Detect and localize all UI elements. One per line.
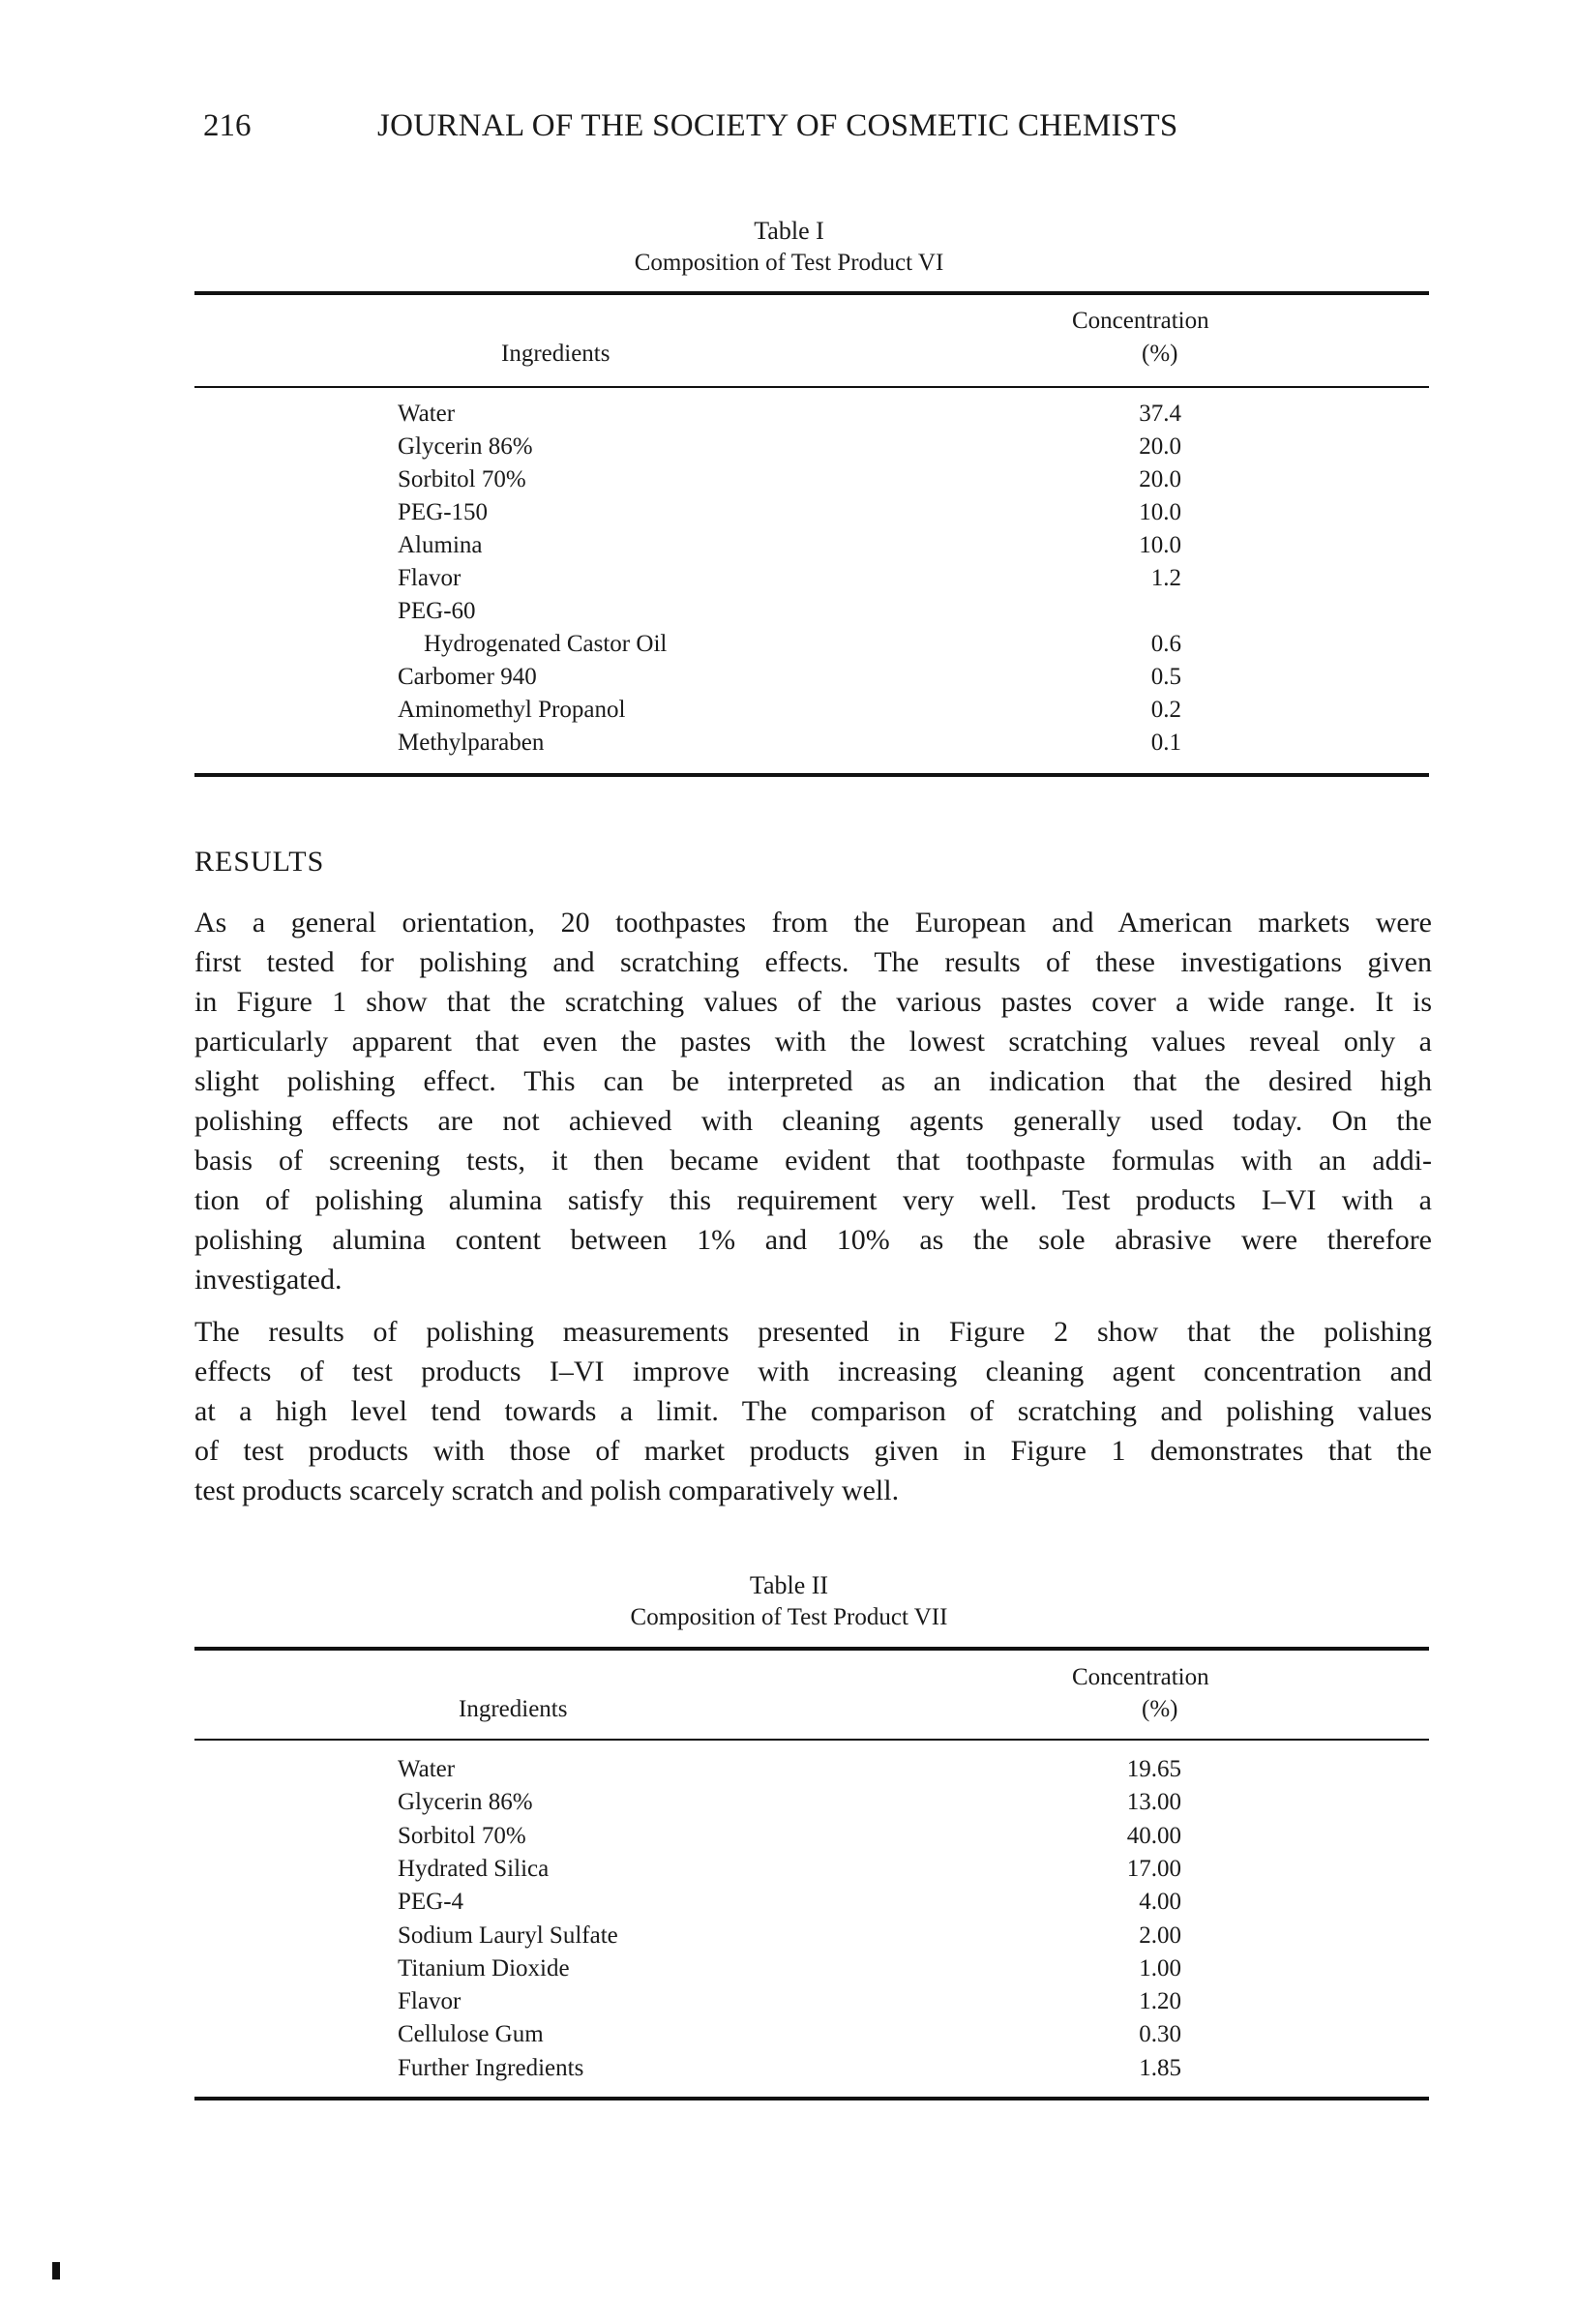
- table-row: [398, 1988, 1181, 2021]
- page-number: 216: [203, 108, 252, 143]
- ingredient-name: Carbomer 940: [398, 664, 537, 690]
- text-line: basis of screening tests, it then became evident that toothpaste formulas with an addi-: [194, 1145, 1432, 1177]
- concentration-value: 1.2: [1150, 565, 1181, 591]
- table2-caption: Composition of Test Product VII: [630, 1604, 948, 1630]
- table-row: [398, 1889, 1181, 1922]
- table-row: [398, 697, 1181, 730]
- ingredient-name: Water: [398, 1756, 456, 1782]
- ingredient-name: Aminomethyl Propanol: [398, 697, 626, 723]
- table-row: [398, 1955, 1181, 1988]
- table-row: [398, 631, 1181, 664]
- table1-col-concentration: Concentration: [1072, 308, 1209, 334]
- concentration-value: 17.00: [1126, 1855, 1181, 1882]
- table-row: [398, 433, 1181, 466]
- results-heading: RESULTS: [194, 846, 325, 878]
- table-row: [398, 2021, 1181, 2054]
- table-row: [398, 1756, 1181, 1789]
- table1-bottom-rule: [194, 773, 1429, 777]
- concentration-value: 0.6: [1150, 631, 1181, 657]
- table-row: [398, 1823, 1181, 1856]
- concentration-value: 1.00: [1139, 1954, 1181, 1981]
- ingredient-name: Alumina: [398, 532, 483, 558]
- table1-col-ingredients: Ingredients: [501, 341, 610, 367]
- text-line: polishing alumina content between 1% and 10% as the sole abrasive were therefore: [194, 1224, 1432, 1256]
- concentration-value: 13.00: [1126, 1789, 1181, 1816]
- concentration-value: 10.0: [1139, 532, 1181, 558]
- journal-title: JOURNAL OF THE SOCIETY OF COSMETIC CHEMISTS: [377, 108, 1178, 143]
- ingredient-name: Hydrogenated Castor Oil: [424, 631, 668, 657]
- text-line: slight polishing effect. This can be interpreted as an indication that the desired high: [194, 1065, 1432, 1097]
- ingredient-name: PEG-60: [398, 598, 476, 624]
- ingredient-name: Flavor: [398, 1988, 461, 2015]
- table1-caption: Composition of Test Product VI: [634, 250, 944, 276]
- table2-col-ingredients: Ingredients: [459, 1696, 568, 1722]
- table-row: [398, 466, 1181, 499]
- table-row: [398, 401, 1181, 433]
- concentration-value: 37.4: [1139, 401, 1181, 427]
- text-line: tion of polishing alumina satisfy this requirement very well. Test products I–VI with a: [194, 1184, 1432, 1216]
- ingredient-name: Sorbitol 70%: [398, 1822, 526, 1849]
- table2-title: Table II: [749, 1571, 829, 1599]
- ingredient-name: Hydrated Silica: [398, 1855, 550, 1882]
- table-row: [398, 2055, 1181, 2088]
- table2-col-percent: (%): [1142, 1696, 1178, 1722]
- table-row: [398, 1922, 1181, 1955]
- table2-bottom-rule: [194, 2097, 1429, 2101]
- ingredient-name: Flavor: [398, 565, 461, 591]
- text-line: in Figure 1 show that the scratching values of the various pastes cover a wide range. It is: [194, 986, 1432, 1018]
- concentration-value: 20.0: [1139, 433, 1181, 460]
- table1-col-percent: (%): [1142, 341, 1178, 367]
- table-row: [398, 532, 1181, 565]
- ingredient-name: Sorbitol 70%: [398, 466, 526, 492]
- table1-title: Table I: [754, 217, 824, 245]
- concentration-value: 2.00: [1139, 1922, 1181, 1949]
- ingredient-name: Titanium Dioxide: [398, 1954, 570, 1981]
- ingredient-name: Glycerin 86%: [398, 433, 533, 460]
- ingredient-name: Methylparaben: [398, 730, 545, 756]
- concentration-value: 0.2: [1150, 697, 1181, 723]
- table-row: [398, 1856, 1181, 1889]
- text-line: As a general orientation, 20 toothpastes from the European and American markets were: [194, 907, 1432, 939]
- ingredient-name: PEG-150: [398, 499, 489, 525]
- concentration-value: 40.00: [1126, 1822, 1181, 1849]
- table-row: [398, 1789, 1181, 1822]
- table1-header-rule: [194, 386, 1429, 388]
- table-row: [398, 730, 1181, 762]
- concentration-value: 1.20: [1139, 1988, 1181, 2015]
- ingredient-name: Cellulose Gum: [398, 2021, 544, 2048]
- text-line: The results of polishing measurements presented in Figure 2 show that the polishing: [194, 1316, 1432, 1348]
- table2-col-concentration: Concentration: [1072, 1664, 1209, 1690]
- results-paragraph-2: [194, 1312, 1432, 1510]
- scan-mark: [52, 2262, 60, 2279]
- text-line: particularly apparent that even the pastes with the lowest scratching values reveal only a: [194, 1026, 1432, 1058]
- text-line: investigated.: [194, 1264, 342, 1296]
- ingredient-name: Further Ingredients: [398, 2054, 584, 2081]
- concentration-value: 10.0: [1139, 499, 1181, 525]
- table-row: [398, 598, 1181, 631]
- text-line: effects of test products I–VI improve with increasing cleaning agent concentration and: [194, 1356, 1432, 1387]
- concentration-value: 19.65: [1126, 1756, 1181, 1782]
- text-line: at a high level tend towards a limit. The comparison of scratching and polishing values: [194, 1395, 1432, 1427]
- concentration-value: 1.85: [1139, 2054, 1181, 2081]
- results-paragraph-1: [194, 903, 1432, 1299]
- concentration-value: 0.5: [1150, 664, 1181, 690]
- concentration-value: 20.0: [1139, 466, 1181, 492]
- table1-top-rule: [194, 291, 1429, 295]
- text-line: polishing effects are not achieved with cleaning agents generally used today. On the: [194, 1105, 1432, 1137]
- text-line: of test products with those of market products given in Figure 1 demonstrates that the: [194, 1435, 1432, 1467]
- ingredient-name: Glycerin 86%: [398, 1789, 533, 1816]
- ingredient-name: Water: [398, 401, 456, 427]
- table2-header-rule: [194, 1739, 1429, 1741]
- text-line: test products scarcely scratch and polish comparatively well.: [194, 1475, 900, 1506]
- table-row: [398, 499, 1181, 532]
- table-row: [398, 664, 1181, 697]
- concentration-value: 0.30: [1139, 2021, 1181, 2048]
- concentration-value: 0.1: [1150, 730, 1181, 756]
- table2-top-rule: [194, 1647, 1429, 1651]
- table-row: [398, 565, 1181, 598]
- text-line: first tested for polishing and scratching effects. The results of these investigations given: [194, 946, 1432, 978]
- ingredient-name: Sodium Lauryl Sulfate: [398, 1922, 618, 1949]
- concentration-value: 4.00: [1139, 1889, 1181, 1916]
- ingredient-name: PEG-4: [398, 1889, 464, 1916]
